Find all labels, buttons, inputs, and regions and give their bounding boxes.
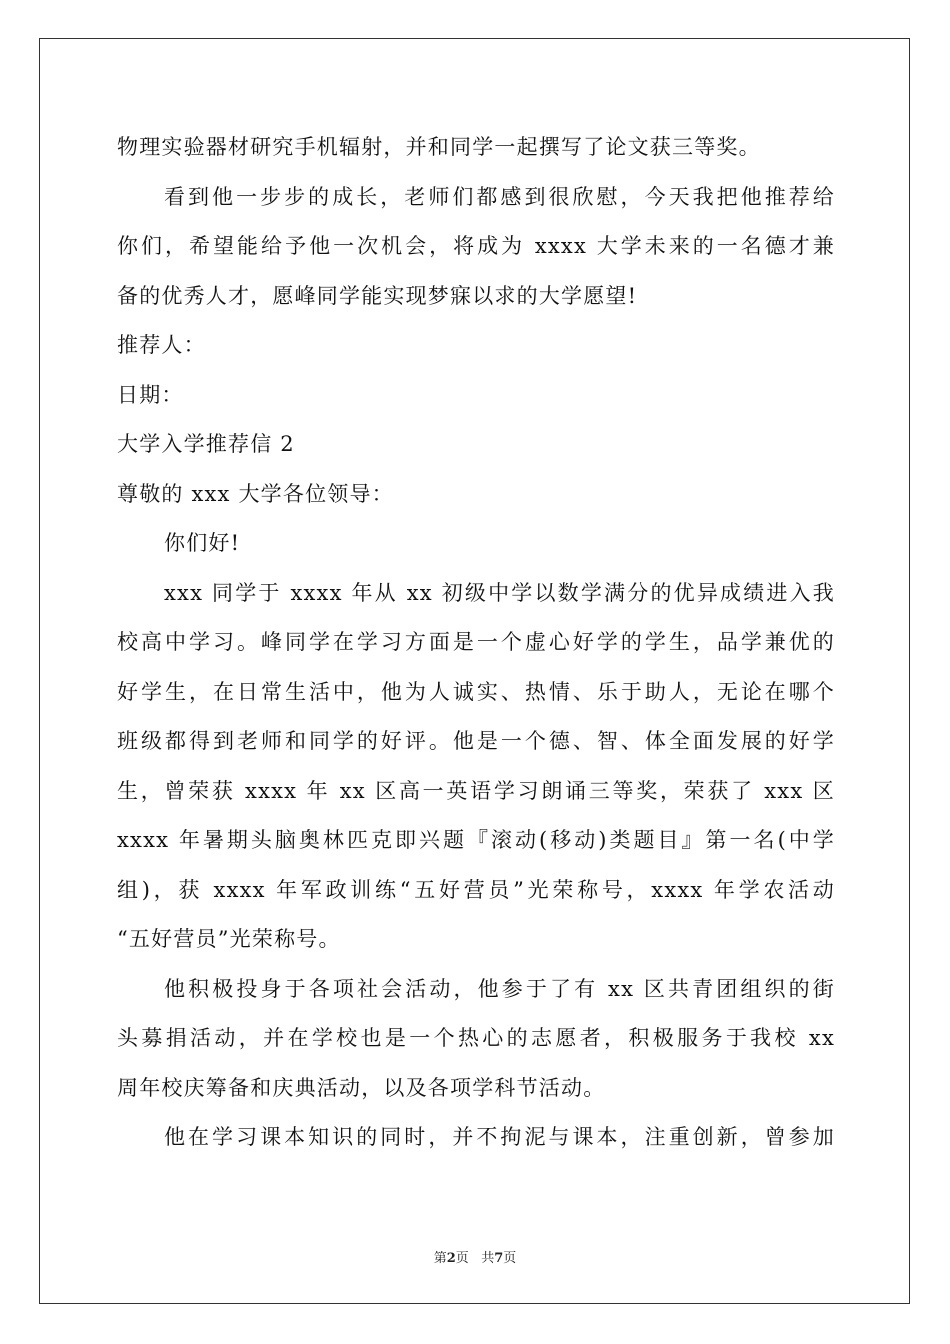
text-line: 他积极投身于各项社会活动，他参于了有 xx 区共青团组织的街 xyxy=(164,976,835,1001)
text-line: 班级都得到老师和同学的好评。他是一个德、智、体全面发展的好学 xyxy=(117,729,835,753)
text-line: 头募捐活动，并在学校也是一个热心的志愿者，积极服务于我校 xx xyxy=(117,1026,835,1050)
page-suffix: 页 xyxy=(455,1251,469,1266)
total-pages: 7 xyxy=(494,1251,504,1266)
text-line: 备的优秀人才，愿峰同学能实现梦寐以求的大学愿望! xyxy=(117,283,638,308)
text-line: 好学生，在日常生活中，他为人诚实、热情、乐于助人，无论在哪个 xyxy=(117,679,835,704)
text-line: 看到他一步步的成长，老师们都感到很欣慰，今天我把他推荐给 xyxy=(164,184,835,209)
text-line: 周年校庆筹备和庆典活动，以及各项学科节活动。 xyxy=(117,1075,606,1100)
greeting: 你们好! xyxy=(164,531,241,555)
signature-label: 推荐人： xyxy=(117,333,206,357)
letter-title: 大学入学推荐信 2 xyxy=(117,432,295,456)
salutation: 尊敬的 xxx 大学各位领导： xyxy=(117,481,394,506)
document-body xyxy=(117,123,835,1163)
page-footer xyxy=(0,1247,950,1266)
text-line: 组)，获 xxxx 年军政训练“五好营员”光荣称号，xxxx 年学农活动 xyxy=(117,877,835,902)
text-line: xxxx 年暑期头脑奥林匹克即兴题『滚动(移动)类题目』第一名(中学 xyxy=(117,828,835,852)
total-suffix: 页 xyxy=(503,1251,517,1266)
page-number: 2 xyxy=(446,1251,456,1266)
text-line: “五好营员”光荣称号。 xyxy=(117,927,341,951)
text-line: 生，曾荣获 xxxx 年 xx 区高一英语学习朗诵三等奖，荣获了 xxx 区 xyxy=(117,778,835,803)
page-prefix: 第 xyxy=(433,1251,447,1266)
text-line: xxx 同学于 xxxx 年从 xx 初级中学以数学满分的优异成绩进入我 xyxy=(164,580,835,605)
total-prefix: 共 xyxy=(481,1251,495,1266)
text-line: 校高中学习。峰同学在学习方面是一个虚心好学的学生，品学兼优的 xyxy=(117,630,835,654)
text-line: 你们，希望能给予他一次机会，将成为 xxxx 大学未来的一名德才兼 xyxy=(117,234,835,258)
text-line: 他在学习课本知识的同时，并不拘泥与课本，注重创新，曾参加 xyxy=(164,1125,835,1149)
text-line: 物理实验器材研究手机辐射，并和同学一起撰写了论文获三等奖。 xyxy=(117,135,761,159)
date-label: 日期： xyxy=(117,382,184,407)
